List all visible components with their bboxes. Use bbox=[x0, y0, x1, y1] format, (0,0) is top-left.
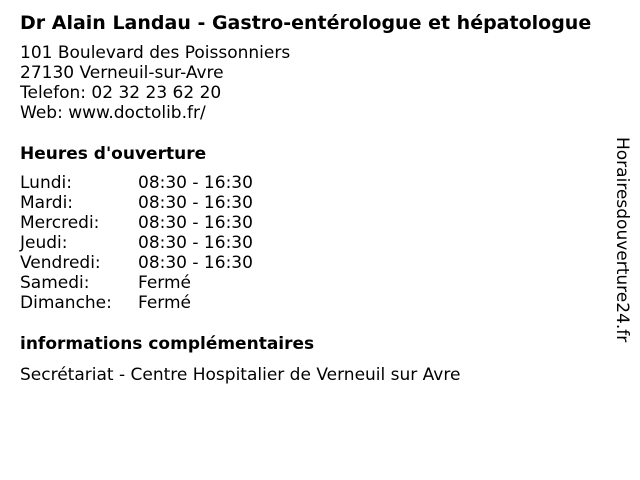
time-value: 08:30 - 16:30 bbox=[138, 253, 253, 273]
phone-number: Telefon: 02 32 23 62 20 bbox=[20, 83, 222, 103]
city-address: 27130 Verneuil-sur-Avre bbox=[20, 63, 224, 83]
hours-row-sunday bbox=[20, 293, 253, 313]
hours-row-thursday bbox=[20, 233, 253, 253]
hours-row-tuesday bbox=[20, 193, 253, 213]
hours-row-wednesday bbox=[20, 213, 253, 233]
day-label: Mercredi: bbox=[20, 213, 100, 233]
time-value: 08:30 - 16:30 bbox=[138, 173, 253, 193]
day-label: Jeudi: bbox=[20, 233, 68, 253]
hours-heading: Heures d'ouverture bbox=[20, 144, 207, 164]
time-value: 08:30 - 16:30 bbox=[138, 193, 253, 213]
watermark-text: Horairesdouverture24.fr bbox=[612, 137, 632, 343]
hours-row-monday bbox=[20, 173, 253, 193]
time-value: 08:30 - 16:30 bbox=[138, 213, 253, 233]
address-block bbox=[20, 43, 290, 123]
day-label: Mardi: bbox=[20, 193, 74, 213]
hours-row-saturday bbox=[20, 273, 253, 293]
street-address: 101 Boulevard des Poissonniers bbox=[20, 43, 291, 63]
day-label: Samedi: bbox=[20, 273, 90, 293]
info-text: Secrétariat - Centre Hospitalier de Verneuil sur Avre bbox=[20, 365, 461, 385]
opening-hours-table bbox=[20, 173, 253, 313]
day-label: Dimanche: bbox=[20, 293, 112, 313]
time-value: Fermé bbox=[138, 273, 192, 293]
website: Web: www.doctolib.fr/ bbox=[20, 103, 206, 123]
day-label: Lundi: bbox=[20, 173, 72, 193]
hours-row-friday bbox=[20, 253, 253, 273]
info-heading: informations complémentaires bbox=[20, 334, 315, 354]
time-value: 08:30 - 16:30 bbox=[138, 233, 253, 253]
day-label: Vendredi: bbox=[20, 253, 101, 273]
time-value: Fermé bbox=[138, 293, 192, 313]
page-title: Dr Alain Landau - Gastro-entérologue et hépatologue bbox=[20, 12, 592, 34]
